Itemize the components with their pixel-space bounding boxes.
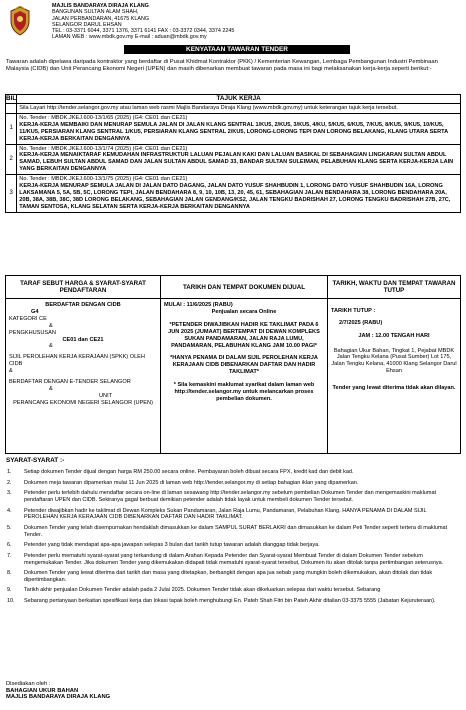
list-item: 1. Setiap dokumen Tender dijual dengan harga RM 250.00 secara online. Pembayaran boleh dibuat secara FPX, kredit kad dan debit kad. bbox=[7, 469, 354, 475]
signature-block bbox=[6, 681, 110, 701]
col-tarikh-tutup: TARIKH, WAKTU DAN TEMPAT TAWARAN TUTUP bbox=[328, 276, 461, 299]
closing-date: 2/7/2025 (RABU) bbox=[339, 320, 383, 327]
ampersand: & bbox=[49, 385, 53, 392]
col-taraf: TARAF SEBUT HARGA & SYARAT-SYARAT PENDAFTARAN bbox=[6, 276, 161, 299]
tender-desc: KERJA-KERJA MEMBAIKI DAN MENURAP SEMULA JALAN DI JALAN KLANG SENTRAL 1/KU5, 2/KU5, 3/KU5, 4/KU, 5/KU5, 6/KU5, 7/KU5, 8/KU5, 9/KU5, 10/KU5, 11/KU5, PERSIARAN KLANG SENTRAL 1/KU5, PERSIARAN KLANG SENTRAL 2/KU5, LORONG-LORONG TEPI DAN LORONG BELAKANG, KLANG UTARA SERTA KERJA-KERJA BERKAITAN DENGANNYA bbox=[19, 121, 448, 142]
tender-desc: KERJA-KERJA MENURAP SEMULA JALAN DI JALAN DATO DAGANG, JALAN DATO YUSUF SHAHBUDIN 1, LORONG DATO YUSUF SHAHBUDIN 16A, LORONG LAKSAMANA 5, 5A, 5B, 5C, LORONG TEPI, JALAN BENDAHARA 8, 9, 10, 10B, 13, 20, 45, 61, SEBAHAGIAN JALAN BENDAHARA 38, LORONG BENDAHARA 20A, 20B, 38A, 38B, 38C, 38D LORONG BELAKANG, SEBAHAGIAN JALAN GENDANG/KS2, JALAN TENGKU BADRISHAH 27, LORONG TENGKU BADRISHAH 27B, 27C, TAMAN SENTOSA, KLANG SELATAN SERTA KERJA-KERJA BERKAITAN DENGANNYA bbox=[19, 183, 451, 210]
org-name: MAJLIS BANDARAYA DIRAJA KLANG bbox=[52, 3, 149, 9]
website-notice: Sila Layari http://tender.selangor.gov.my atau laman web rasmi Majlis Bandaraya Diraja Klang (www.mbdk.gov.my) untuk keterangan tajuk kerja tersebut. bbox=[17, 104, 461, 114]
list-item: 2. Dokumen meja tawaran dipamerkan mulai 11 Jun 2025 di laman web http://tender.selangor.my di setiap bahagian iklan yang dipamerkan. bbox=[7, 479, 359, 486]
mbdk-crest-logo bbox=[8, 6, 32, 36]
notice-title: KENYATAAN TAWARAN TENDER bbox=[124, 45, 350, 54]
spkk-label: SIJIL PEROLEHAN KERJA KERAJAAN (SPKK) OLEH CIDB bbox=[9, 354, 145, 368]
work-title-table bbox=[5, 94, 461, 213]
list-item: 8. Dokumen Tender yang lewat diterima dari tarikh dan masa yang ditetapkan, berbangkit dengan apa jua sebab yang mungkin boleh dikemukakan, akan ditolak dan tidak dipertimbangkan. bbox=[7, 570, 433, 583]
col-bil: BIL bbox=[6, 95, 17, 102]
table-row bbox=[6, 175, 461, 213]
conditions-title: SYARAT-SYARAT :- bbox=[6, 457, 65, 464]
tender-ref: No. Tender : MBDK.JKEJ.600-13/1/75 (2025) (G4: CE01 dan CE21) bbox=[19, 176, 188, 183]
grade-label: G4 bbox=[31, 308, 39, 315]
intro-text: Tawaran adalah dipelawa daripada kontraktor yang berdaftar di Pusat Khidmat Kontraktor (PKK) / Kementerian Kewangan, Lembaga Pembangunan Industri Pembinaan Malaysia (CIDB) dan Unit Perancang Ekonomi Negeri (UPEN) dan masih dibenarkan membuat tawaran pada masa ini bagi melaksanakan kerja-kerja seperti berikut:- bbox=[6, 59, 438, 73]
cidb-only-notice: *HANYA PENAMA DI DALAM SIJIL PEROLEHAN KERJA KERAJAAN CIDB DIBENARKAN DAFTAR DAN HADIR TAKLIMAT* bbox=[170, 355, 318, 376]
col-tarikh-jual: TARIKH DAN TEMPAT DOKUMEN DIJUAL bbox=[161, 276, 328, 299]
table-row bbox=[6, 144, 461, 175]
upen-label: PERANCANG EKONOMI NEGERI SELANGOR (UPEN) bbox=[13, 399, 153, 406]
late-notice: Tender yang lewat diterima tidak akan dilayan. bbox=[332, 385, 456, 392]
row-number: 3 bbox=[6, 175, 17, 213]
list-item: 7. Petender perlu mematuhi syarat-syarat yang terkandung di dalam Arahan Kepada Petender dan Syarat-syarat Membuat Tender di dalam Dokumen Tender sebelum mengemukakan Tender. Jika dokumen Tender yang dikemukakan didapati tidak mematuhi syarat-syarat tersebut, Dokumen itu akan ditolak tanpa pertimbangan seterusnya. bbox=[7, 552, 444, 566]
update-info-notice: * Sila kemaskini maklumat syarikat dalam laman web http://tender.selangor.my untuk melancarkan proses pembelian dokumen. bbox=[173, 382, 315, 402]
briefing-notice: *PETENDER DIWAJIBKAN HADIR KE TAKLIMAT PADA 6 JUN 2025 (JUMAAT) BERTEMPAT DI DEWAN KOMPLEKS SUKAN PANDAMARAN, JALAN RAJA LUMU, PANDAMARAN, PELABUHAN KLANG JAM 10.00 PAGI* bbox=[168, 321, 320, 349]
online-sale-note: Penjualan secara Online bbox=[211, 308, 277, 315]
prepared-by-label: Disediakan oleh : bbox=[6, 681, 51, 687]
tender-details-table bbox=[5, 275, 461, 454]
ampersand: & bbox=[9, 368, 13, 375]
closing-time: JAM : 12.00 TENGAH HARI bbox=[358, 332, 430, 339]
header-address bbox=[52, 3, 234, 41]
ampersand: & bbox=[49, 322, 53, 329]
kategori-label: KATEGORI CE bbox=[9, 315, 47, 322]
council-name: MAJLIS BANDARAYA DIRAJA KLANG bbox=[6, 694, 111, 701]
row-number: 1 bbox=[6, 113, 17, 144]
unit-label: UNIT bbox=[99, 392, 113, 399]
tender-ref: No. Tender : MBDK.JKEJ.600-13/1/65 (2025) (G4: CE01 dan CE21) bbox=[19, 114, 188, 121]
col-tajuk-kerja: TAJUK KERJA bbox=[17, 95, 461, 104]
list-item: 4. Petender diwajibkan hadir ke taklimat di Dewan Kompleks Sukan Pandamaran, Jalan Raja Lumu, Pandamaran, Pelabuhan Klang. HANYA PENAMA DI DALAM SIJIL PEROLEHAN KERJA KERAJAAN CIDB DIBENARKAN DAFTAR DAN HADIR TAKLIMAT. bbox=[7, 507, 427, 521]
sale-start-date: MULAI : 11/6/2025 (RABU) bbox=[164, 302, 233, 308]
registration-requirements bbox=[6, 299, 161, 454]
ce-codes: CE01 dan CE21 bbox=[62, 336, 104, 343]
ampersand: & bbox=[49, 343, 53, 350]
tel-fax: TEL : 03-3371 6044, 3371 1376, 3371 6141 FAX : 03-3372 0344, 3374 2245 bbox=[52, 28, 235, 35]
list-item: 9. Tarikh akhir penjualan Dokumen Tender adalah pada 2 Julai 2025. Dokumen Tender tidak akan dikeluarkan selepas dari waktu tersebut. Sebarang bbox=[7, 587, 381, 594]
web-email: LAMAN WEB : www.mbdk.gov.my E-mail : aduan@mbdk.gov.my bbox=[52, 34, 207, 41]
tender-ref: No. Tender : MBDK.JKEJ.600-13/1/74 (2025) (G4: CE01 dan CE21) bbox=[19, 145, 188, 152]
closing-label: TARIKH TUTUP : bbox=[331, 307, 376, 314]
list-item: 5. Dokumen Tender yang telah disempurnakan hendaklah dimasukkan ke dalam SAMPUL SURAT BERLAKRI dan dimasukkan ke dalam Peti Tender seperti tertera di maklumat Tender. bbox=[7, 524, 448, 538]
tender-desc: KERJA-KERJA MENAIKTARAF KEMUDAHAN INFRASTRUKTUR LALUAN PEJALAN KAKI DAN LALUAN BASIKAL DI SEBAHAGIAN LINGKARAN SULTAN ABDUL SAMAD, LEBUH SULTAN ABDUL SAMAD DAN JALAN SULTAN ABDUL SAMAD 33, BANDAR SULTAN SULEIMAN, PELABUHAN KLANG SERTA KERJA-KERJA LAIN YANG BERKAITAN DENGANNYA bbox=[19, 152, 454, 173]
table-row bbox=[6, 113, 461, 144]
sale-details bbox=[161, 299, 328, 454]
etender-label: BERDAFTAR DENGAN E-TENDER SELANGOR bbox=[9, 379, 131, 386]
list-item: 3. Petender perlu terlebih dahulu mendaftar secara on-line di laman sesawang http://tender.selangor.my sebelum pembelian Dokumen Tender dan mengemaskini maklumat pendaftaran UPEN dan CIDB. Sekiranya gagal berbuat demikian petender adalah tidak layak untuk membeli dokumen Tender tersebut. bbox=[7, 490, 437, 503]
list-item: 6. Petender yang tidak mendapat apa-apa jawapan selepas 3 bulan dari tarikh tutup tawaran adalah dianggap tidak berjaya. bbox=[7, 542, 320, 549]
department-name: BAHAGIAN UKUR BAHAN bbox=[6, 687, 79, 694]
row-number: 2 bbox=[6, 144, 17, 175]
address-line: BANGUNAN SULTAN ALAM SHAH, bbox=[52, 9, 139, 16]
pengkhususan-label: PENGKHUSUSAN bbox=[9, 329, 56, 336]
address-line: SELANGOR DARUL EHSAN bbox=[52, 21, 122, 28]
conditions-list bbox=[6, 469, 460, 609]
cidb-label: BERDAFTAR DENGAN CIDB bbox=[45, 302, 121, 308]
closing-place: Bahagian Ukur Bahan, Tingkat 1, Pejabat MBDK Jalan Tengku Kelana (Pusat Sumber) Lot 175, Jalan Tengku Kelana, 41000 Klang Selangor Darul Ehsan bbox=[331, 347, 457, 375]
list-item: 10. Sebarang pertanyaan berkaitan spesifikasi kerja dan lokasi tapak boleh menghubungi En. Pateh Shah Fitri bin Pateh Akhir ditalian 03-3375 5555 (Jabatan Kejuruteraan). bbox=[7, 598, 436, 605]
closing-details bbox=[328, 299, 461, 454]
address-line: JALAN PERBANDARAN, 41675 KLANG bbox=[52, 15, 150, 22]
